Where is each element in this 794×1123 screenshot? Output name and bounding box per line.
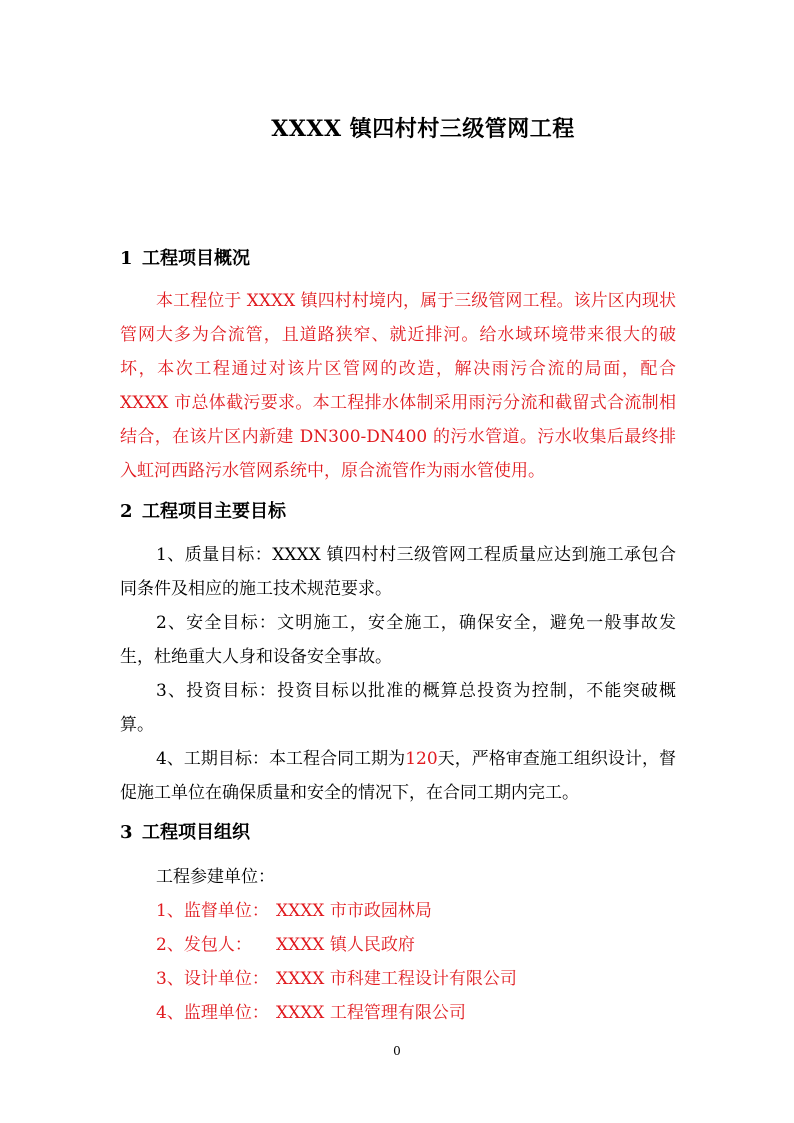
section-heading-2 [120, 497, 286, 523]
goal-investment: 3、投资目标：投资目标以批准的概算总投资为控制，不能突破概算。 [120, 681, 676, 735]
org-unit-name: XXXX 市科建工程设计有限公司 [276, 969, 517, 989]
goal-schedule [120, 742, 676, 810]
org-unit-name: XXXX 工程管理有限公司 [276, 1003, 466, 1023]
org-intro: 工程参建单位： [156, 867, 275, 887]
section-number: 3 [120, 822, 133, 843]
section-number: 1 [120, 248, 133, 269]
section-heading-1 [120, 244, 250, 270]
org-unit-supervisor [156, 996, 466, 1030]
org-unit-name: XXXX 市市政园林局 [276, 901, 432, 921]
section-title: 工程项目概况 [142, 248, 250, 269]
goal-safety: 2、安全目标：文明施工，安全施工，确保安全，避免一般事故发生，杜绝重大人身和设备安全事故。 [120, 613, 676, 667]
org-unit-label: 2、发包人： [156, 935, 252, 955]
section-number: 2 [120, 501, 133, 522]
document-title: XXXX 镇四村村三级管网工程 [271, 116, 575, 142]
overview-paragraph: 本工程位于 XXXX 镇四村村境内，属于三级管网工程。该片区内现状管网大多为合流管，且道路狭窄、就近排河。给水域环境带来很大的破坏，本次工程通过对该片区管网的改造，解决雨污合流的局面，配合 XXXX 市总体截污要求。本工程排水体制采用雨污分流和截留式合流制相结合，在该片区内新建 DN300-DN400 的污水管道。污水收集后最终排入虹河西路污水管网系统中，原合流管作为雨水管使用。 [120, 291, 676, 481]
section-title: 工程项目组织 [142, 822, 250, 843]
section-heading-3 [120, 818, 250, 844]
goal-schedule-days: 120 [405, 749, 438, 769]
org-unit-supervision [156, 894, 432, 928]
goal-schedule-before: 4、工期目标：本工程合同工期为 [156, 749, 406, 769]
org-unit-design [156, 962, 517, 996]
org-unit-employer [156, 928, 415, 962]
org-unit-label: 1、监督单位： [156, 901, 269, 921]
org-unit-label: 4、监理单位： [156, 1003, 269, 1023]
goal-schedule-after: 天，严格审查施工组织设计，督促施工单位在确保质量和安全的情况下，在合同工期内完工。 [120, 749, 676, 803]
page-number: 0 [393, 1044, 401, 1058]
org-unit-label: 3、设计单位： [156, 969, 269, 989]
goal-quality: 1、质量目标：XXXX 镇四村村三级管网工程质量应达到施工承包合同条件及相应的施工技术规范要求。 [120, 545, 676, 599]
org-unit-name: XXXX 镇人民政府 [276, 935, 415, 955]
section-title: 工程项目主要目标 [142, 501, 286, 522]
